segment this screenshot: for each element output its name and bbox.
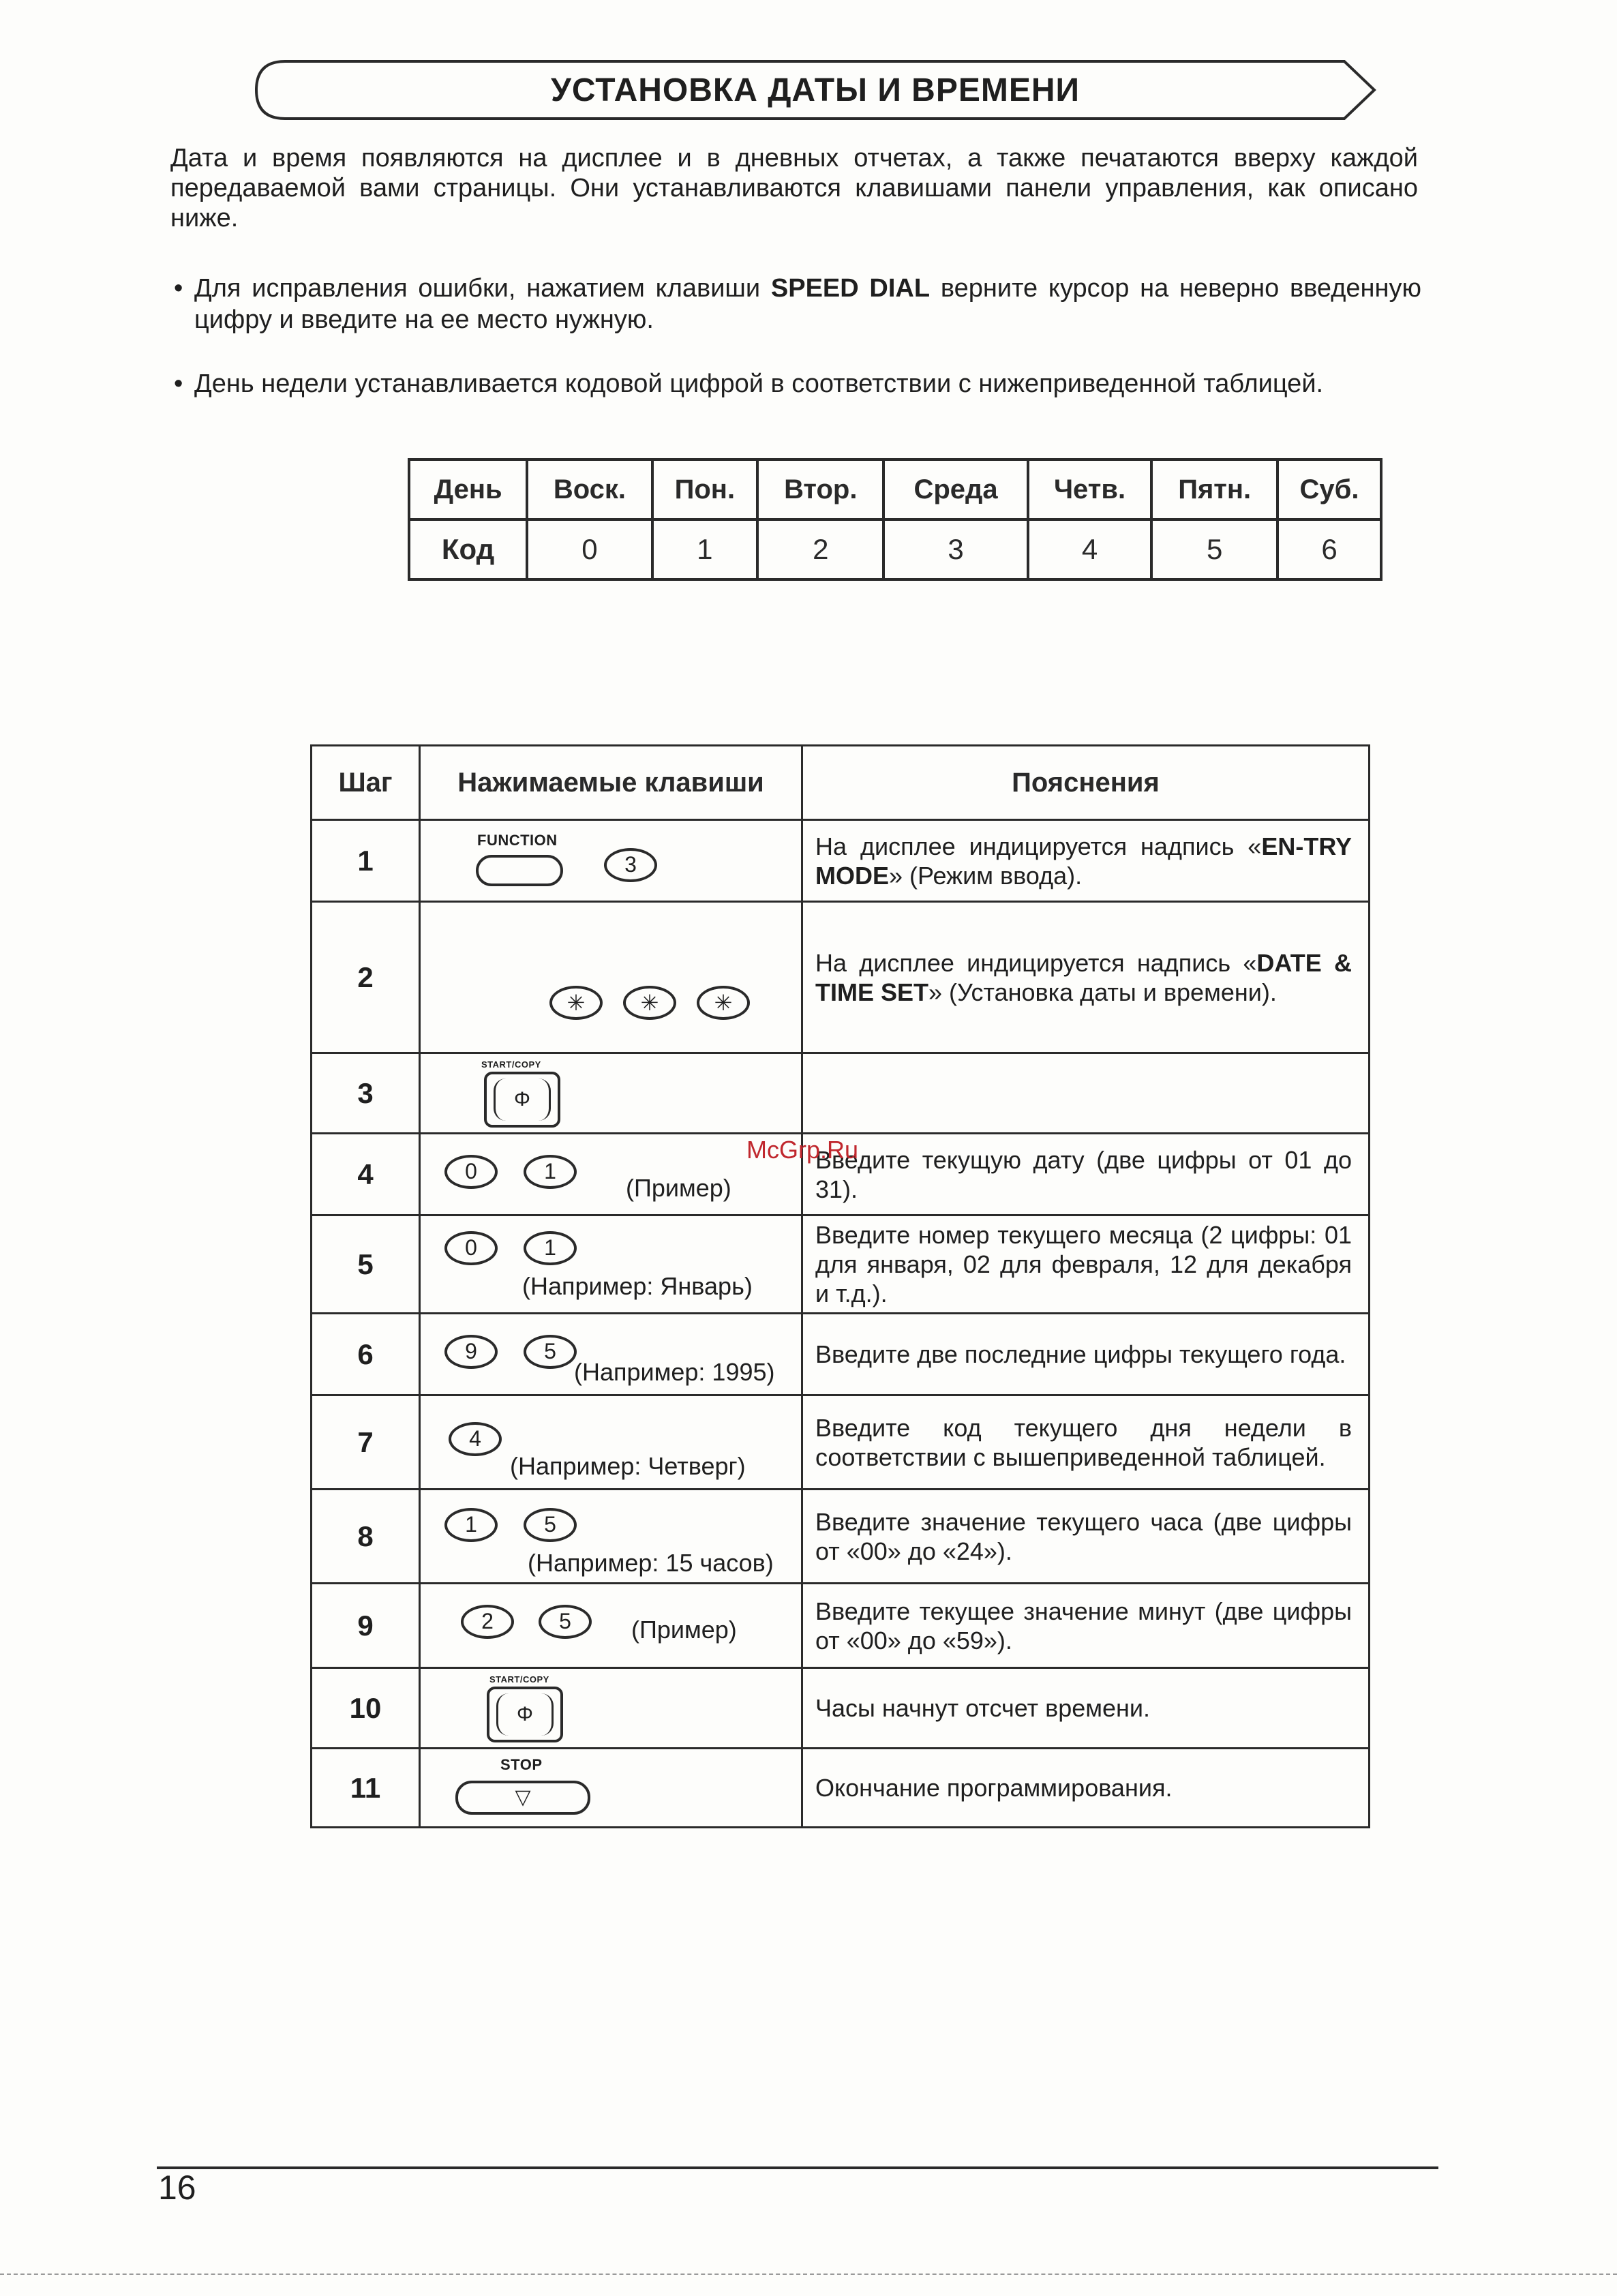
step-row	[312, 1749, 1370, 1828]
keys-cell	[420, 1395, 802, 1490]
bullet-mark: •	[174, 274, 183, 303]
function-key-label: FUNCTION	[477, 831, 558, 849]
page-number: 16	[158, 2169, 196, 2207]
step-note: Введите код текущего дня недели в соответствии с вышеприведенной таблицей.	[802, 1395, 1370, 1490]
step-number: 1	[312, 820, 420, 902]
keys-cell	[420, 820, 802, 902]
day-cell: Пон.	[652, 459, 757, 519]
start-copy-label: START/COPY	[489, 1674, 549, 1685]
intro-paragraph: Дата и время появляются на дисплее и в дневных отчетах, а также печатаются вверху каждой передаваемой вами страницы. Они устанавливаются клавишами панели управления, как описано ниже.	[170, 144, 1418, 232]
code-cell: 3	[883, 519, 1027, 579]
header-keys: Нажимаемые клавиши	[420, 746, 802, 820]
star-key[interactable]: ✳	[549, 986, 603, 1020]
bullet-mark: •	[174, 369, 183, 398]
day-header-label: День	[409, 459, 527, 519]
code-cell: 0	[527, 519, 652, 579]
step-note: Часы начнут отсчет времени.	[802, 1668, 1370, 1749]
example-note: (Например: 1995)	[574, 1357, 775, 1386]
step-number: 10	[312, 1668, 420, 1749]
function-key[interactable]	[476, 855, 563, 886]
example-note: (Например: Четверг)	[510, 1451, 746, 1480]
note-text: На дисплее индицируется надпись «	[815, 948, 1257, 977]
example-note: (Например: 15 часов)	[528, 1548, 774, 1577]
start-copy-button[interactable]: Φ	[484, 1072, 560, 1128]
day-cell: Среда	[883, 459, 1027, 519]
step-note	[802, 1053, 1370, 1134]
code-cell: 6	[1278, 519, 1381, 579]
step-row	[312, 1490, 1370, 1584]
step-number: 6	[312, 1314, 420, 1395]
key-1[interactable]: 1	[524, 1231, 577, 1265]
step-row	[312, 820, 1370, 902]
day-cell: Втор.	[757, 459, 883, 519]
bullet-text: День недели устанавливается кодовой цифрой в соответствии с нижеприведенной таблицей.	[194, 369, 1324, 398]
note-display-text: EN-TRY MODE	[815, 832, 1352, 890]
day-cell: Суб.	[1278, 459, 1381, 519]
star-key[interactable]: ✳	[623, 986, 676, 1020]
day-cell: Воск.	[527, 459, 652, 519]
day-row	[409, 459, 1381, 519]
key-5[interactable]: 5	[524, 1335, 577, 1369]
step-row	[312, 1395, 1370, 1490]
step-number: 8	[312, 1490, 420, 1584]
day-cell: Четв.	[1028, 459, 1152, 519]
keys-cell	[420, 1749, 802, 1828]
bullet-text: Для исправления ошибки, нажатием клавиши	[194, 274, 771, 303]
step-note: Введите значение текущего часа (две цифры от «00» до «24»).	[802, 1490, 1370, 1584]
step-row	[312, 1584, 1370, 1668]
stop-button[interactable]: ▽	[455, 1781, 590, 1815]
step-number: 5	[312, 1215, 420, 1314]
key-3[interactable]: 3	[604, 848, 657, 882]
bullet-text: верните курсор на неверно введенную цифру и введите на ее место нужную.	[194, 274, 1421, 334]
keys-cell	[420, 1668, 802, 1749]
example-note: (Например: Январь)	[522, 1271, 753, 1300]
header-notes: Пояснения	[802, 746, 1370, 820]
step-row	[312, 1314, 1370, 1395]
code-cell: 5	[1151, 519, 1278, 579]
key-9[interactable]: 9	[444, 1335, 498, 1369]
keys-cell	[420, 1053, 802, 1134]
code-cell: 4	[1028, 519, 1152, 579]
key-2[interactable]: 2	[461, 1605, 514, 1639]
step-note: Введите текущее значение минут (две цифры от «00» до «59»).	[802, 1584, 1370, 1668]
key-1[interactable]: 1	[524, 1155, 577, 1189]
step-note: Введите текущую дату (две цифры от 01 до 31).	[802, 1134, 1370, 1215]
key-4[interactable]: 4	[449, 1422, 502, 1456]
watermark: McGrp.Ru	[746, 1136, 859, 1164]
start-copy-label: START/COPY	[481, 1059, 541, 1070]
step-row	[312, 1668, 1370, 1749]
key-0[interactable]: 0	[444, 1231, 498, 1265]
step-number: 3	[312, 1053, 420, 1134]
keys-cell	[420, 1490, 802, 1584]
code-header-label: Код	[409, 519, 527, 579]
example-note: (Пример)	[626, 1173, 731, 1202]
note-display-text: DATE & TIME SET	[815, 948, 1352, 1006]
day-cell: Пятн.	[1151, 459, 1278, 519]
keys-cell	[420, 1134, 802, 1215]
note-text: На дисплее индицируется надпись «	[815, 832, 1262, 860]
steps-table	[310, 744, 1370, 1828]
key-1[interactable]: 1	[444, 1508, 498, 1542]
step-note	[802, 820, 1370, 902]
footer-rule	[157, 2166, 1438, 2169]
step-number: 4	[312, 1134, 420, 1215]
keys-cell	[420, 902, 802, 1053]
step-note: Введите две последние цифры текущего года.	[802, 1314, 1370, 1395]
scan-edge	[0, 2274, 1617, 2275]
steps-header-row	[312, 746, 1370, 820]
code-cell: 2	[757, 519, 883, 579]
step-row	[312, 902, 1370, 1053]
step-number: 11	[312, 1749, 420, 1828]
step-row	[312, 1215, 1370, 1314]
note-text: » (Установка даты и времени).	[928, 978, 1277, 1006]
start-copy-button[interactable]: Φ	[487, 1687, 563, 1742]
key-5[interactable]: 5	[539, 1605, 592, 1639]
header-step: Шаг	[312, 746, 420, 820]
stop-key-label: STOP	[500, 1755, 543, 1773]
key-0[interactable]: 0	[444, 1155, 498, 1189]
example-note: (Пример)	[631, 1615, 737, 1644]
bullet-speed-dial	[174, 273, 1421, 335]
keys-cell	[420, 1584, 802, 1668]
day-code-table	[408, 458, 1382, 581]
bullet-day-codes	[174, 368, 1421, 399]
code-cell: 1	[652, 519, 757, 579]
step-note: Окончание программирования.	[802, 1749, 1370, 1828]
step-note	[802, 902, 1370, 1053]
star-key[interactable]: ✳	[697, 986, 750, 1020]
step-number: 9	[312, 1584, 420, 1668]
step-number: 7	[312, 1395, 420, 1490]
key-5[interactable]: 5	[524, 1508, 577, 1542]
bullet-key-name: SPEED DIAL	[770, 274, 931, 303]
step-number: 2	[312, 902, 420, 1053]
keys-cell	[420, 1314, 802, 1395]
title-banner	[254, 59, 1377, 121]
note-text: » (Режим ввода).	[889, 861, 1083, 890]
code-row	[409, 519, 1381, 579]
keys-cell	[420, 1215, 802, 1314]
step-note: Введите номер текущего месяца (2 цифры: 01 для января, 02 для февраля, 12 для декабря и т.д.).	[802, 1215, 1370, 1314]
page-title: УСТАНОВКА ДАТЫ И ВРЕМЕНИ	[550, 72, 1080, 108]
step-row	[312, 1053, 1370, 1134]
